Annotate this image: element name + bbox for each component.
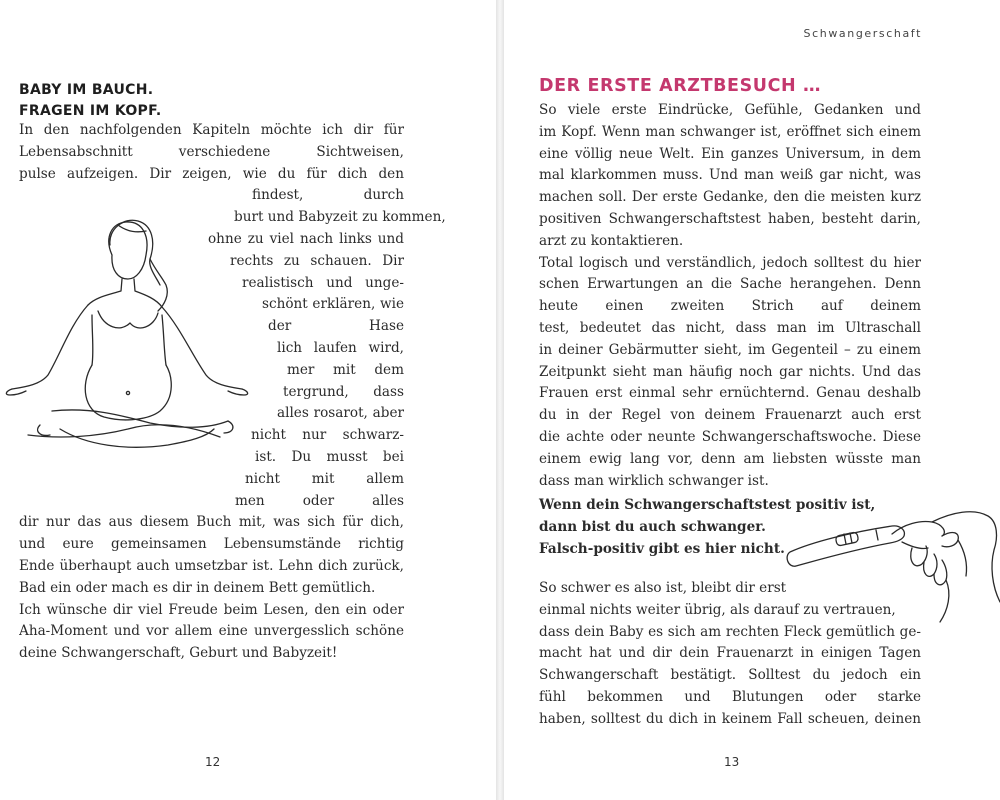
text-line: test, bedeutet das nicht, dass man im Ultraschall <box>539 320 921 336</box>
text-line: in deiner Gebärmutter sieht, im Gegenteil – zu einem <box>539 341 921 358</box>
text-line: dann bist du auch schwanger. <box>539 518 766 535</box>
text-line: macht hat und dir dein Frauenarzt in einigen Tagen <box>539 645 921 662</box>
heading-line-1: BABY IM BAUCH. <box>19 82 154 98</box>
text-line: der Hase <box>268 318 404 335</box>
text-line: In den nachfolgenden Kapiteln möchte ich dir für <box>19 122 404 138</box>
text-line: und eure gemeinsamen Lebensumstände richtig <box>19 536 404 553</box>
text-line: Bad ein oder mach es dir in deinem Bett gemütlich. <box>19 579 376 596</box>
text-line: im Kopf. Wenn man schwanger ist, eröffnet sich einem <box>539 123 921 140</box>
text-line: dass man wirklich schwanger ist. <box>539 472 769 489</box>
right-page <box>504 0 1000 800</box>
text-line: fühl bekommen und Blutungen oder starke <box>539 689 921 705</box>
text-line: pulse aufzeigen. Dir zeigen, wie du für dich den <box>19 165 404 182</box>
page-number: 12 <box>205 755 221 769</box>
text-line: tergrund, dass <box>283 383 404 400</box>
text-line: So viele erste Eindrücke, Gefühle, Gedanken und <box>539 102 921 118</box>
text-line: lich laufen wird, <box>277 340 404 356</box>
text-line: arzt zu kontaktieren. <box>539 232 684 249</box>
text-line: machen soll. Der erste Gedanke, den die meisten kurz <box>539 189 921 206</box>
text-line: burt und Babyzeit zu kommen, <box>234 209 446 226</box>
text-line: Falsch-positiv gibt es hier nicht. <box>539 540 785 557</box>
text-line: realistisch und unge- <box>242 274 404 291</box>
text-line: die achte oder neunte Schwangerschaftswoche. Diese <box>539 429 921 445</box>
text-line: Ende überhaupt auch umsetzbar ist. Lehn dich zurück, <box>19 558 404 574</box>
text-line: Ich wünsche dir viel Freude beim Lesen, den ein oder <box>19 601 404 618</box>
book-gutter <box>496 0 504 800</box>
text-line: eine völlig neue Welt. Ein ganzes Universum, in dem <box>539 145 921 162</box>
text-line: Frauen erst einmal sehr ernüchternd. Genau deshalb <box>539 385 921 402</box>
text-line: ohne zu viel nach links und <box>208 231 404 247</box>
text-line: ist. Du musst bei <box>255 449 404 465</box>
text-line: einmal nichts weiter übrig, als darauf zu vertrauen, <box>539 601 896 618</box>
text-line: men oder alles <box>235 492 404 509</box>
text-line: deine Schwangerschaft, Geburt und Babyzeit! <box>19 645 338 662</box>
heading-line-2: FRAGEN IM KOPF. <box>19 103 162 119</box>
text-line: haben, solltest du dich in keinem Fall scheuen, deinen <box>539 710 921 727</box>
text-line: Aha-Moment und vor allem eine unvergesslich schöne <box>19 623 404 640</box>
text-line: schönt erklären, wie <box>262 296 404 313</box>
text-line: nicht nur schwarz- <box>251 427 404 444</box>
text-line: heute einen zweiten Strich auf deinem <box>539 298 921 315</box>
text-line: mer mit dem <box>287 361 404 378</box>
page-number: 13 <box>724 755 740 769</box>
text-line: rechts zu schauen. Dir <box>230 252 404 269</box>
text-line: dass dein Baby es sich am rechten Fleck gemütlich ge- <box>539 623 921 640</box>
text-line: du in der Regel von deinem Frauenarzt auch erst <box>539 407 921 424</box>
text-line: einem ewig lang vor, denn am liebsten wüsste man <box>539 450 921 467</box>
text-line: So schwer es also ist, bleibt dir erst <box>539 580 787 596</box>
section-heading <box>19 80 162 122</box>
text-line: Zeitpunkt sieht man häufig noch gar nichts. Und das <box>539 363 921 380</box>
text-line: Schwangerschaft bestätigt. Solltest du jedoch ein <box>539 667 921 684</box>
text-line: findest, durch <box>252 187 404 204</box>
text-line: Total logisch und verständlich, jedoch solltest du hier <box>539 254 921 271</box>
left-page <box>0 0 496 800</box>
text-line: positiven Schwangerschaftstest haben, besteht darin, <box>539 211 921 227</box>
hand-holding-test-illustration <box>782 490 1000 630</box>
text-line: Lebensabschnitt verschiedene Sichtweisen, <box>19 143 404 160</box>
text-line: Wenn dein Schwangerschaftstest positiv ist, <box>539 497 876 513</box>
text-line: schen Erwartungen an die Sache herangehen. Denn <box>539 276 921 293</box>
running-head: Schwangerschaft <box>803 27 922 40</box>
meditating-woman-illustration <box>0 215 255 465</box>
text-line: alles rosarot, aber <box>277 405 404 422</box>
text-line: dir nur das aus diesem Buch mit, was sich für dich, <box>19 514 404 531</box>
text-line: mal klarkommen muss. Und man weiß gar nicht, was <box>539 167 921 184</box>
text-line: nicht mit allem <box>245 470 404 487</box>
section-heading: DER ERSTE ARZTBESUCH … <box>539 76 822 96</box>
